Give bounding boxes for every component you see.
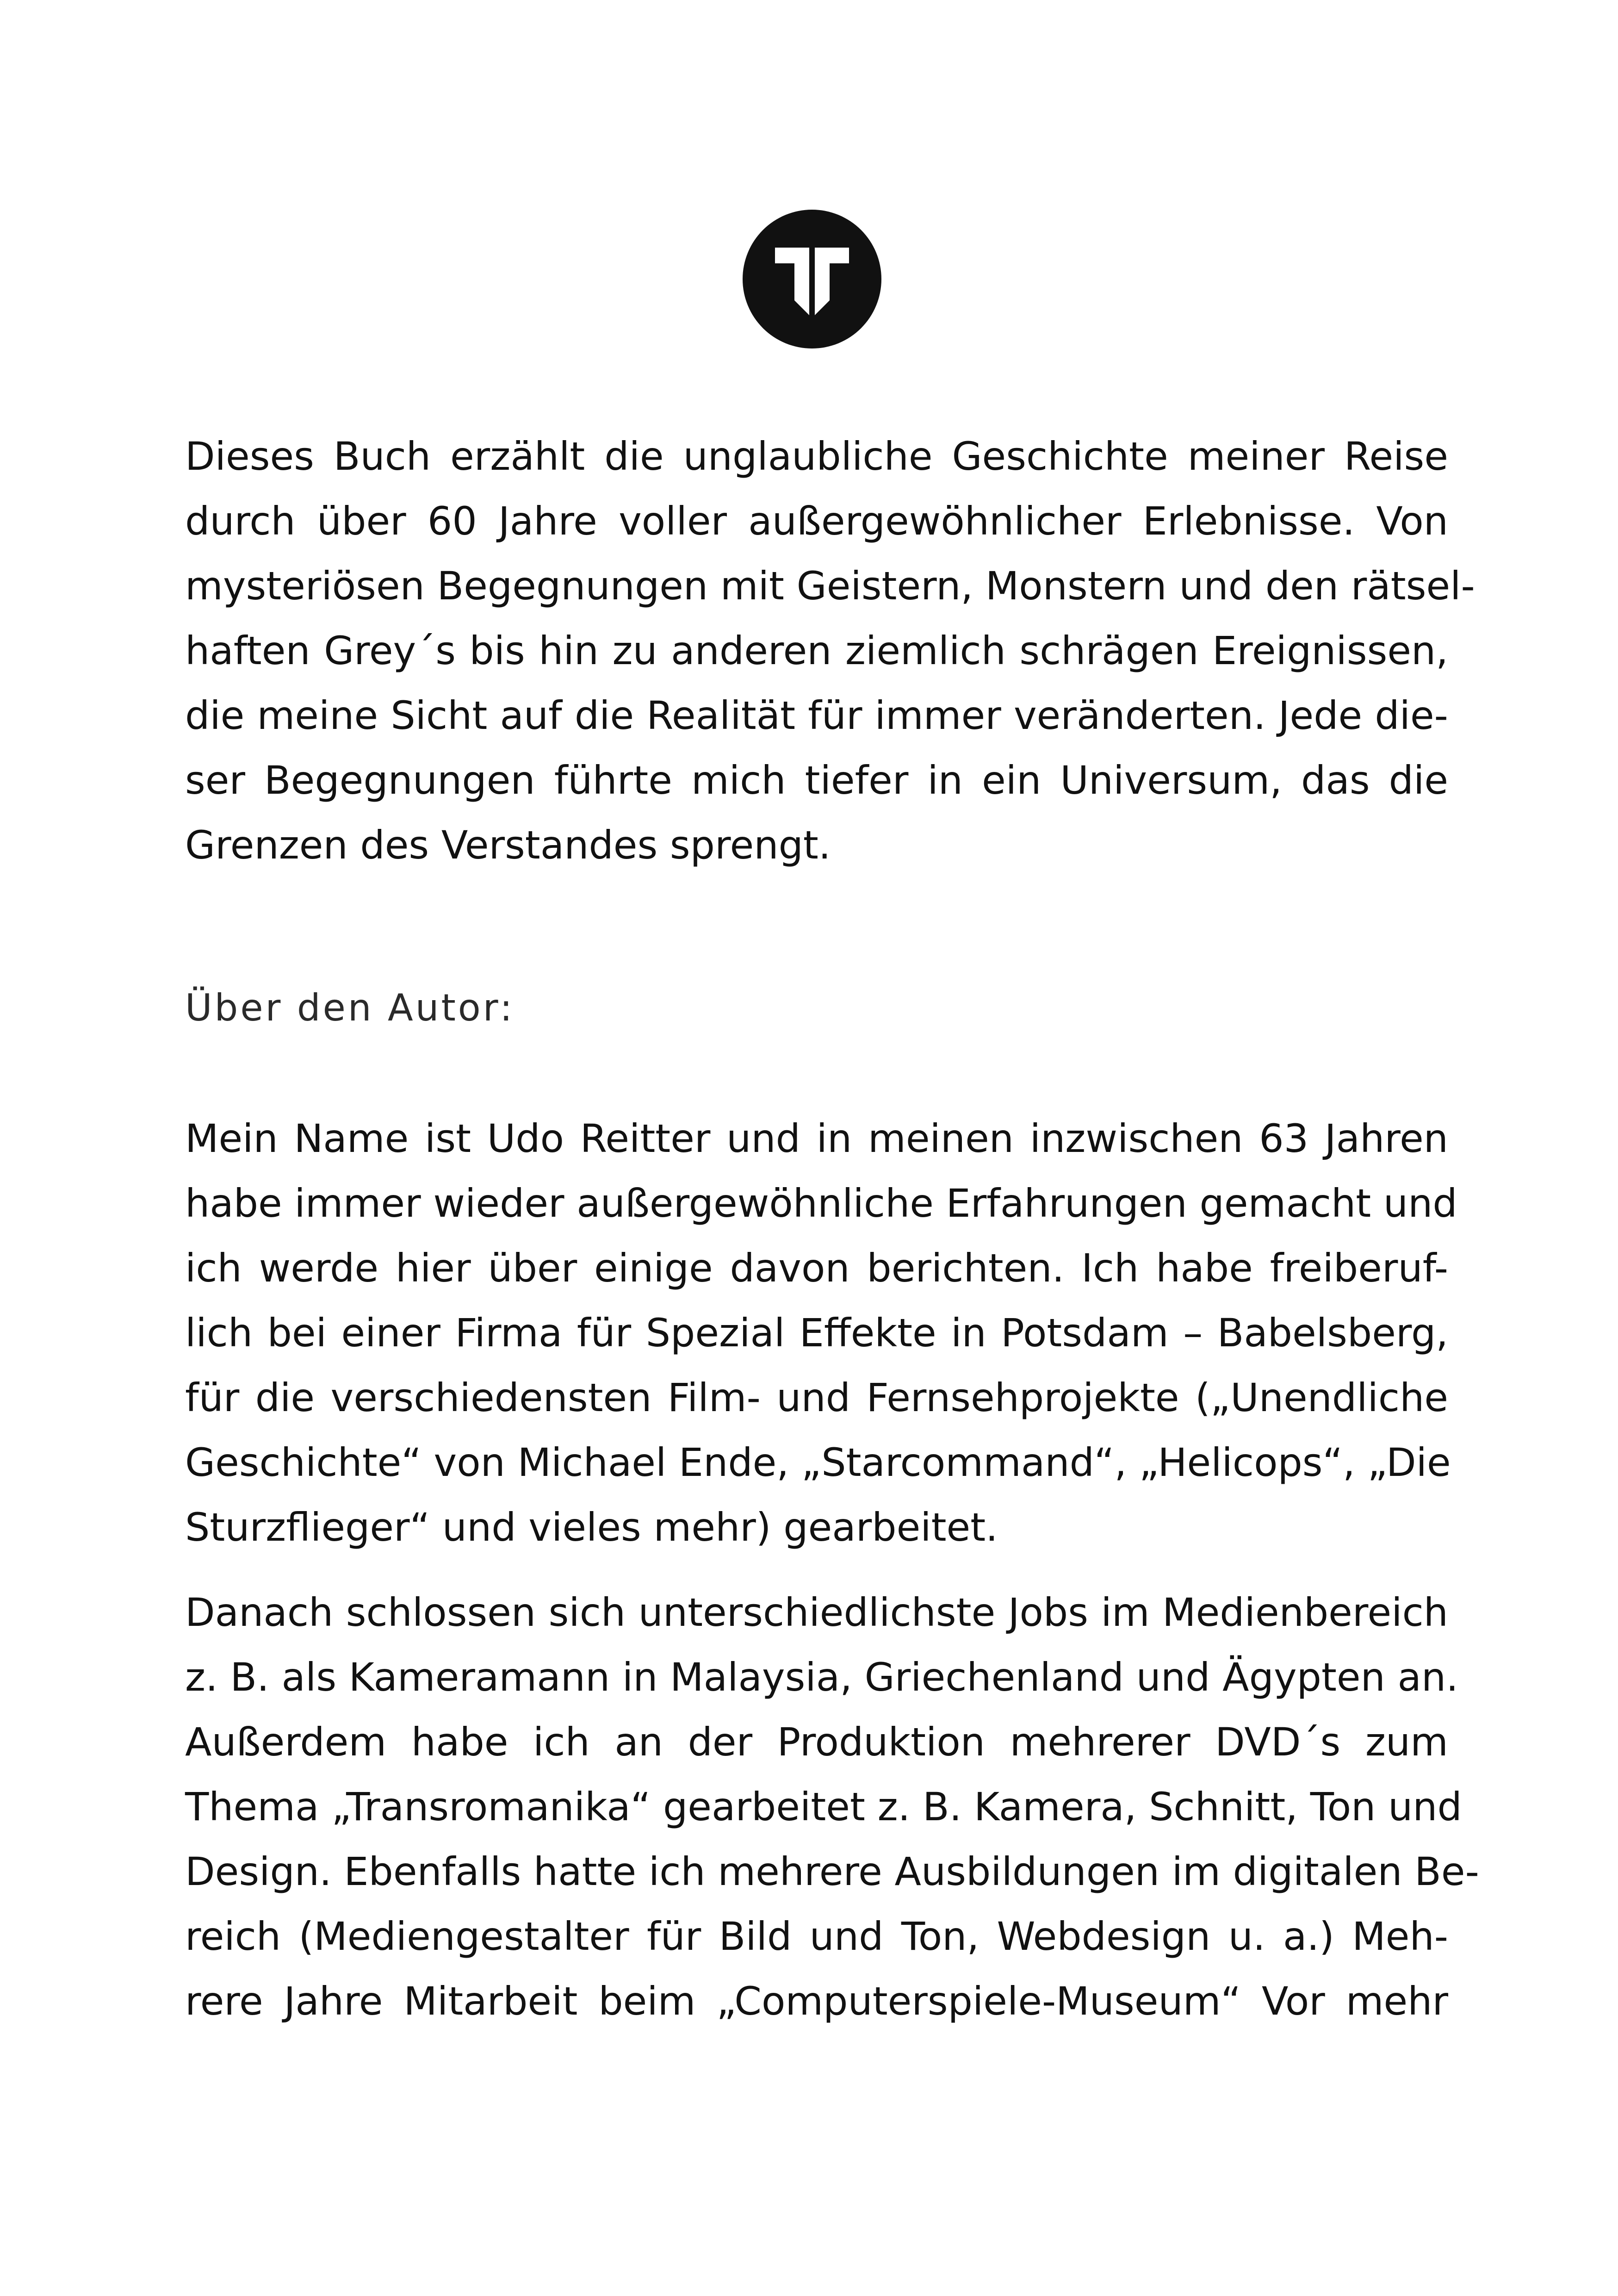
bio-line: habe immer wieder außergewöhnliche Erfahrungen gemacht und bbox=[185, 1181, 1457, 1226]
intro-line: mysteriösen Begegnungen mit Geistern, Monstern und den rätsel- bbox=[185, 563, 1475, 609]
intro-paragraph bbox=[185, 424, 1475, 877]
bio-line: Sturzflieger“ und vieles mehr) gearbeitet. bbox=[185, 1505, 998, 1550]
bio-line: Thema „Transromanika“ gearbeitet z. B. Kamera, Schnitt, Ton und bbox=[185, 1784, 1462, 1829]
bio-line: z. B. als Kameramann in Malaysia, Griechenland und Ägypten an. bbox=[185, 1655, 1458, 1700]
bio-line: Außerdem habe ich an der Produktion mehrerer DVD´s zum bbox=[185, 1719, 1448, 1765]
bio-line: Danach schlossen sich unterschiedlichste Jobs im Medienbereich bbox=[185, 1590, 1448, 1635]
intro-line: ser Begegnungen führte mich tiefer in ein Universum, das die bbox=[185, 758, 1448, 803]
bio-paragraph-1 bbox=[185, 1106, 1457, 1560]
bio-line: Geschichte“ von Michael Ende, „Starcommand“, „Helicops“, „Die bbox=[185, 1440, 1451, 1485]
bio-line: Mein Name ist Udo Reitter und in meinen inzwischen 63 Jahren bbox=[185, 1116, 1448, 1161]
publisher-logo bbox=[743, 210, 881, 348]
bio-line: lich bei einer Firma für Spezial Effekte in Potsdam – Babelsberg, bbox=[185, 1310, 1448, 1356]
tt-circle-logo-icon bbox=[743, 210, 881, 348]
about-author-heading: Über den Autor: bbox=[185, 986, 515, 1029]
bio-line: ich werde hier über einige davon berichten. Ich habe freiberuf- bbox=[185, 1245, 1448, 1291]
intro-line: haften Grey´s bis hin zu anderen ziemlich schrägen Ereignissen, bbox=[185, 628, 1448, 673]
bio-line: rere Jahre Mitarbeit beim „Computerspiele-Museum“ Vor mehr bbox=[185, 1979, 1448, 2024]
bio-line: für die verschiedensten Film- und Fernsehprojekte („Unendliche bbox=[185, 1375, 1448, 1420]
intro-line: die meine Sicht auf die Realität für immer veränderten. Jede die- bbox=[185, 693, 1448, 738]
bio-paragraph-2 bbox=[185, 1580, 1479, 2034]
bio-line: Design. Ebenfalls hatte ich mehrere Ausbildungen im digitalen Be- bbox=[185, 1849, 1479, 1894]
bio-line: reich (Mediengestalter für Bild und Ton, Webdesign u. a.) Meh- bbox=[185, 1914, 1448, 1959]
intro-line: Dieses Buch erzählt die unglaubliche Geschichte meiner Reise bbox=[185, 434, 1448, 479]
intro-line: Grenzen des Verstandes sprengt. bbox=[185, 822, 831, 868]
intro-line: durch über 60 Jahre voller außergewöhnlicher Erlebnisse. Von bbox=[185, 498, 1448, 544]
